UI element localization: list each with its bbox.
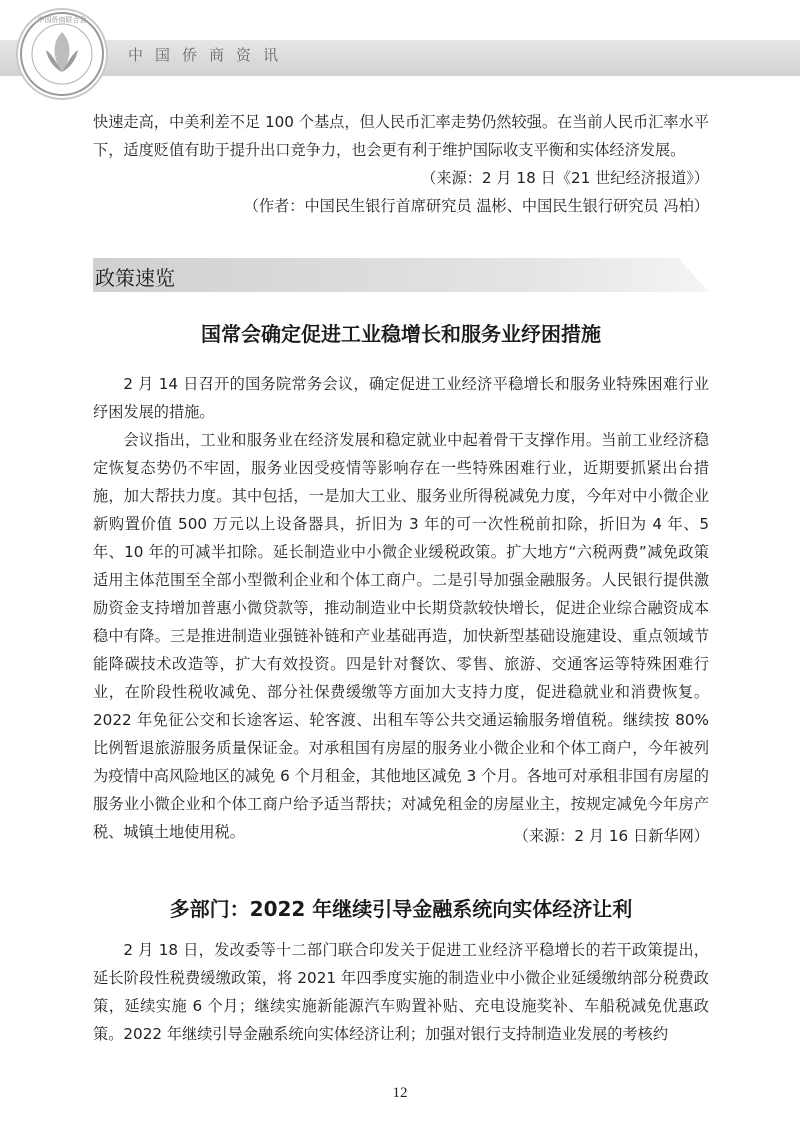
top-source: （来源：2 月 18 日《21 世纪经济报道》） (421, 169, 709, 187)
page-number: 12 (392, 1085, 408, 1101)
section-band (93, 258, 709, 292)
svg-text:中国侨商联合会: 中国侨商联合会 (37, 16, 87, 24)
top-author: （作者：中国民生银行首席研究员 温彬、中国民生银行研究员 冯柏） (243, 197, 709, 215)
header-band (0, 40, 800, 76)
article1-title: 国常会确定促进工业稳增长和服务业纾困措施 (201, 322, 601, 346)
logo-emblem-icon (18, 10, 106, 98)
article1-paragraph-1: 2 月 14 日召开的国务院常务会议，确定促进工业经济平稳增长和服务业特殊困难行业纾困发展的措施。 (93, 375, 709, 421)
article1-source: （来源：2 月 16 日新华网） (513, 827, 709, 845)
section-title: 政策速览 (95, 266, 175, 290)
header-title: 中国侨商资讯 (128, 46, 291, 64)
article2-paragraph: 2 月 18 日，发改委等十二部门联合印发关于促进工业经济平稳增长的若干政策提出，延长阶段性税费缓缴政策，将 2021 年四季度实施的制造业中小微企业延缓缴纳部分税费政策，延续实施 6 个月；继续实施新能源汽车购置补贴、充电设施奖补、车船税减免优惠政策。2022 年继续引导金融系统向实体经济让利；加强对银行支持制造业发展的考核约 (93, 941, 709, 1043)
article1-paragraph-2: 会议指出，工业和服务业在经济发展和稳定就业中起着骨干支撑作用。当前工业经济稳定恢复态势仍不牢固，服务业因受疫情等影响存在一些特殊困难行业，近期要抓紧出台措施，加大帮扶力度。其中包括，一是加大工业、服务业所得税减免力度，今年对中小微企业新购置价值 500 万元以上设备器具，折旧为 3 年的可一次性税前扣除，折旧为 4 年、5 年、10 年的可减半扣除。延长制造业中小微企业缓税政策。扩大地方“六税两费”减免政策适用主体范围至全部小型微利企业和个体工商户。二是引导加强金融服务。人民银行提供激励资金支持增加普惠小微贷款等，推动制造业中长期贷款较快增长，促进企业综合融资成本稳中有降。三是推进制造业强链补链和产业基础再造，加快新型基础设施建设、重点领域节能降碳技术改造等，扩大有效投资。四是针对餐饮、零售、旅游、交通客运等特殊困难行业，在阶段性税收减免、部分社保费缓缴等方面加大支持力度，促进稳就业和消费恢复。2022 年免征公交和长途客运、轮客渡、出租车等公共交通运输服务增值税。继续按 80% 比例暂退旅游服务质量保证金。对承租国有房屋的服务业小微企业和个体工商户，今年被列为疫情中高风险地区的减免 6 个月租金，其他地区减免 3 个月。各地可对承租非国有房屋的服务业小微企业和个体工商户给予适当帮扶；对减免租金的房屋业主，按规定减免今年房产税、城镇土地使用税。 (93, 431, 709, 841)
article2-title: 多部门：2022 年继续引导金融系统向实体经济让利 (169, 897, 633, 921)
logo (18, 10, 106, 98)
top-paragraph: 快速走高，中美利差不足 100 个基点，但人民币汇率走势仍然较强。在当前人民币汇率水平下，适度贬值有助于提升出口竞争力，也会更有利于维护国际收支平衡和实体经济发展。 (93, 113, 709, 159)
